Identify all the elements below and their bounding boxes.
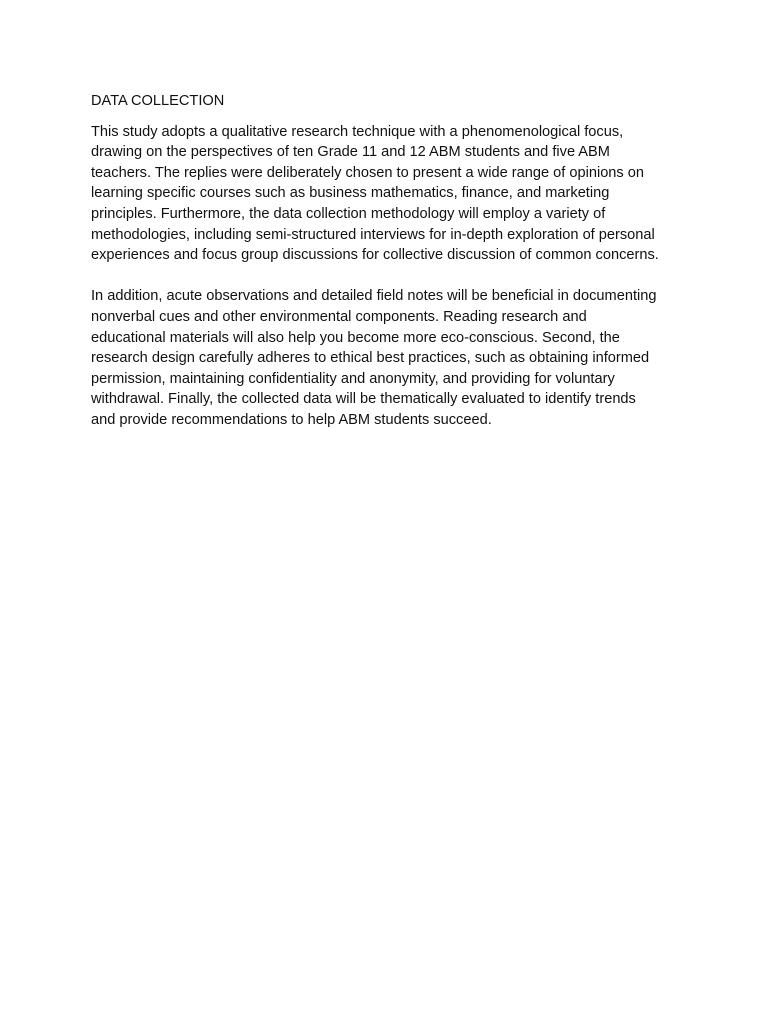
text-line: educational materials will also help you become more eco-conscious. Second, the bbox=[91, 329, 620, 346]
text-line: principles. Furthermore, the data collection methodology will employ a variety of bbox=[91, 205, 606, 222]
paragraph-1 bbox=[91, 122, 691, 266]
paragraph-2 bbox=[91, 286, 691, 430]
text-line: experiences and focus group discussions for collective discussion of common concerns. bbox=[91, 247, 659, 264]
text-line: In addition, acute observations and detailed field notes will be beneficial in documenting bbox=[91, 288, 657, 305]
text-line: nonverbal cues and other environmental components. Reading research and bbox=[91, 308, 587, 325]
text-line: permission, maintaining confidentiality and anonymity, and providing for voluntary bbox=[91, 370, 615, 387]
section-heading: DATA COLLECTION bbox=[91, 93, 225, 109]
document-body bbox=[91, 91, 691, 451]
text-line: and provide recommendations to help ABM students succeed. bbox=[91, 411, 492, 428]
text-line: drawing on the perspectives of ten Grade 11 and 12 ABM students and five ABM bbox=[91, 144, 610, 161]
text-line: teachers. The replies were deliberately chosen to present a wide range of opinions on bbox=[91, 164, 645, 181]
text-line: methodologies, including semi-structured interviews for in-depth exploration of personal bbox=[91, 226, 655, 243]
text-line: research design carefully adheres to ethical best practices, such as obtaining informed bbox=[91, 350, 650, 367]
text-line: withdrawal. Finally, the collected data will be thematically evaluated to identify trends bbox=[91, 391, 636, 408]
text-line: This study adopts a qualitative research technique with a phenomenological focus, bbox=[91, 123, 624, 140]
text-line: learning specific courses such as business mathematics, finance, and marketing bbox=[91, 185, 610, 202]
